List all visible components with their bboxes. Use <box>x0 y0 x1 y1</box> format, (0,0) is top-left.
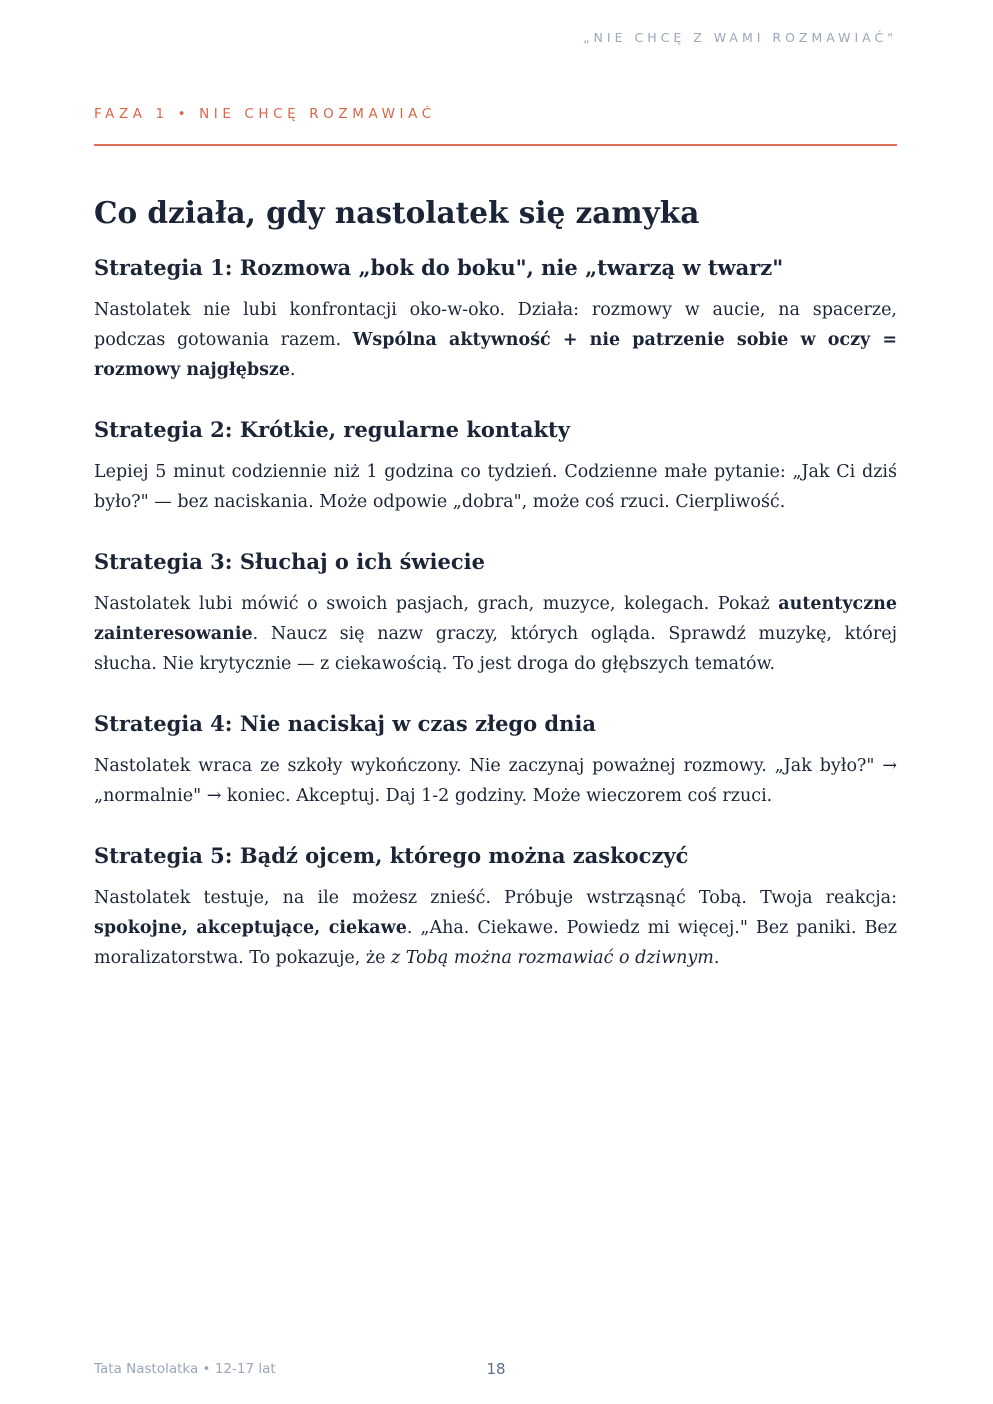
text-run: Nastolatek wraca ze szkoły wykończony. Nie zaczynaj poważnej rozmowy. „Jak było?" → „normalnie" → koniec. Akceptuj. Daj 1-2 godziny. Może wieczorem coś rzuci. <box>94 756 897 806</box>
text-run: Nastolatek testuje, na ile możesz znieść. Próbuje wstrząsnąć Tobą. Twoja reakcja: <box>94 888 897 908</box>
text-run: . <box>713 948 720 968</box>
strategy-section-5 <box>94 841 897 973</box>
running-header-title: „NIE CHCĘ Z WAMI ROZMAWIAĆ" <box>583 30 897 45</box>
bold-text-run: spokojne, akceptujące, ciekawe <box>94 918 407 938</box>
text-run: . „Aha. Ciekawe. Powiedz mi więcej." Bez paniki. Bez moralizatorstwa. To pokazuje, że <box>94 918 897 968</box>
strategy-body <box>94 295 897 385</box>
footer-book-info: Tata Nastolatka • 12-17 lat <box>94 1361 276 1377</box>
strategy-body <box>94 751 897 811</box>
text-run: . <box>290 360 296 380</box>
strategy-heading: Strategia 1: Rozmowa „bok do boku", nie „twarzą w twarz" <box>94 255 784 280</box>
page-title: Co działa, gdy nastolatek się zamyka <box>94 195 700 230</box>
strategy-section-2 <box>94 415 897 517</box>
bold-text-run: Wspólna aktywność + nie patrzenie sobie w oczy = rozmowy najgłębsze <box>94 330 897 380</box>
strategy-section-1 <box>94 253 897 385</box>
strategy-heading: Strategia 2: Krótkie, regularne kontakty <box>94 417 570 442</box>
bold-text-run: autentyczne zainteresowanie <box>94 594 897 644</box>
text-run: Lepiej 5 minut codziennie niż 1 godzina co tydzień. Codzienne małe pytanie: „Jak Ci dziś było?" — bez naciskania. Może odpowie „dobra", może coś rzuci. Cierpliwość. <box>94 462 897 512</box>
strategy-heading: Strategia 3: Słuchaj o ich świecie <box>94 549 485 574</box>
section-label: FAZA 1 • NIE CHCĘ ROZMAWIAĆ <box>94 106 436 122</box>
strategy-heading: Strategia 5: Bądź ojcem, którego można zaskoczyć <box>94 843 689 868</box>
text-run: . Naucz się nazw graczy, których ogląda. Sprawdź muzykę, której słucha. Nie krytycznie — z ciekawością. To jest droga do głębszych tematów. <box>94 624 897 674</box>
strategy-section-4 <box>94 709 897 811</box>
strategy-body <box>94 589 897 679</box>
page-number: 18 <box>486 1360 506 1378</box>
strategy-body <box>94 457 897 517</box>
strategy-body <box>94 883 897 973</box>
header-divider <box>94 144 897 146</box>
strategy-heading: Strategia 4: Nie naciskaj w czas złego dnia <box>94 711 596 736</box>
page-content <box>94 193 897 973</box>
text-run: Nastolatek nie lubi konfrontacji oko-w-oko. Działa: rozmowy w aucie, na spacerze, podczas gotowania razem. <box>94 300 897 350</box>
text-run: Nastolatek lubi mówić o swoich pasjach, grach, muzyce, kolegach. Pokaż <box>94 594 779 614</box>
strategy-section-3 <box>94 547 897 679</box>
italic-text-run: z Tobą można rozmawiać o dziwnym <box>391 948 714 968</box>
